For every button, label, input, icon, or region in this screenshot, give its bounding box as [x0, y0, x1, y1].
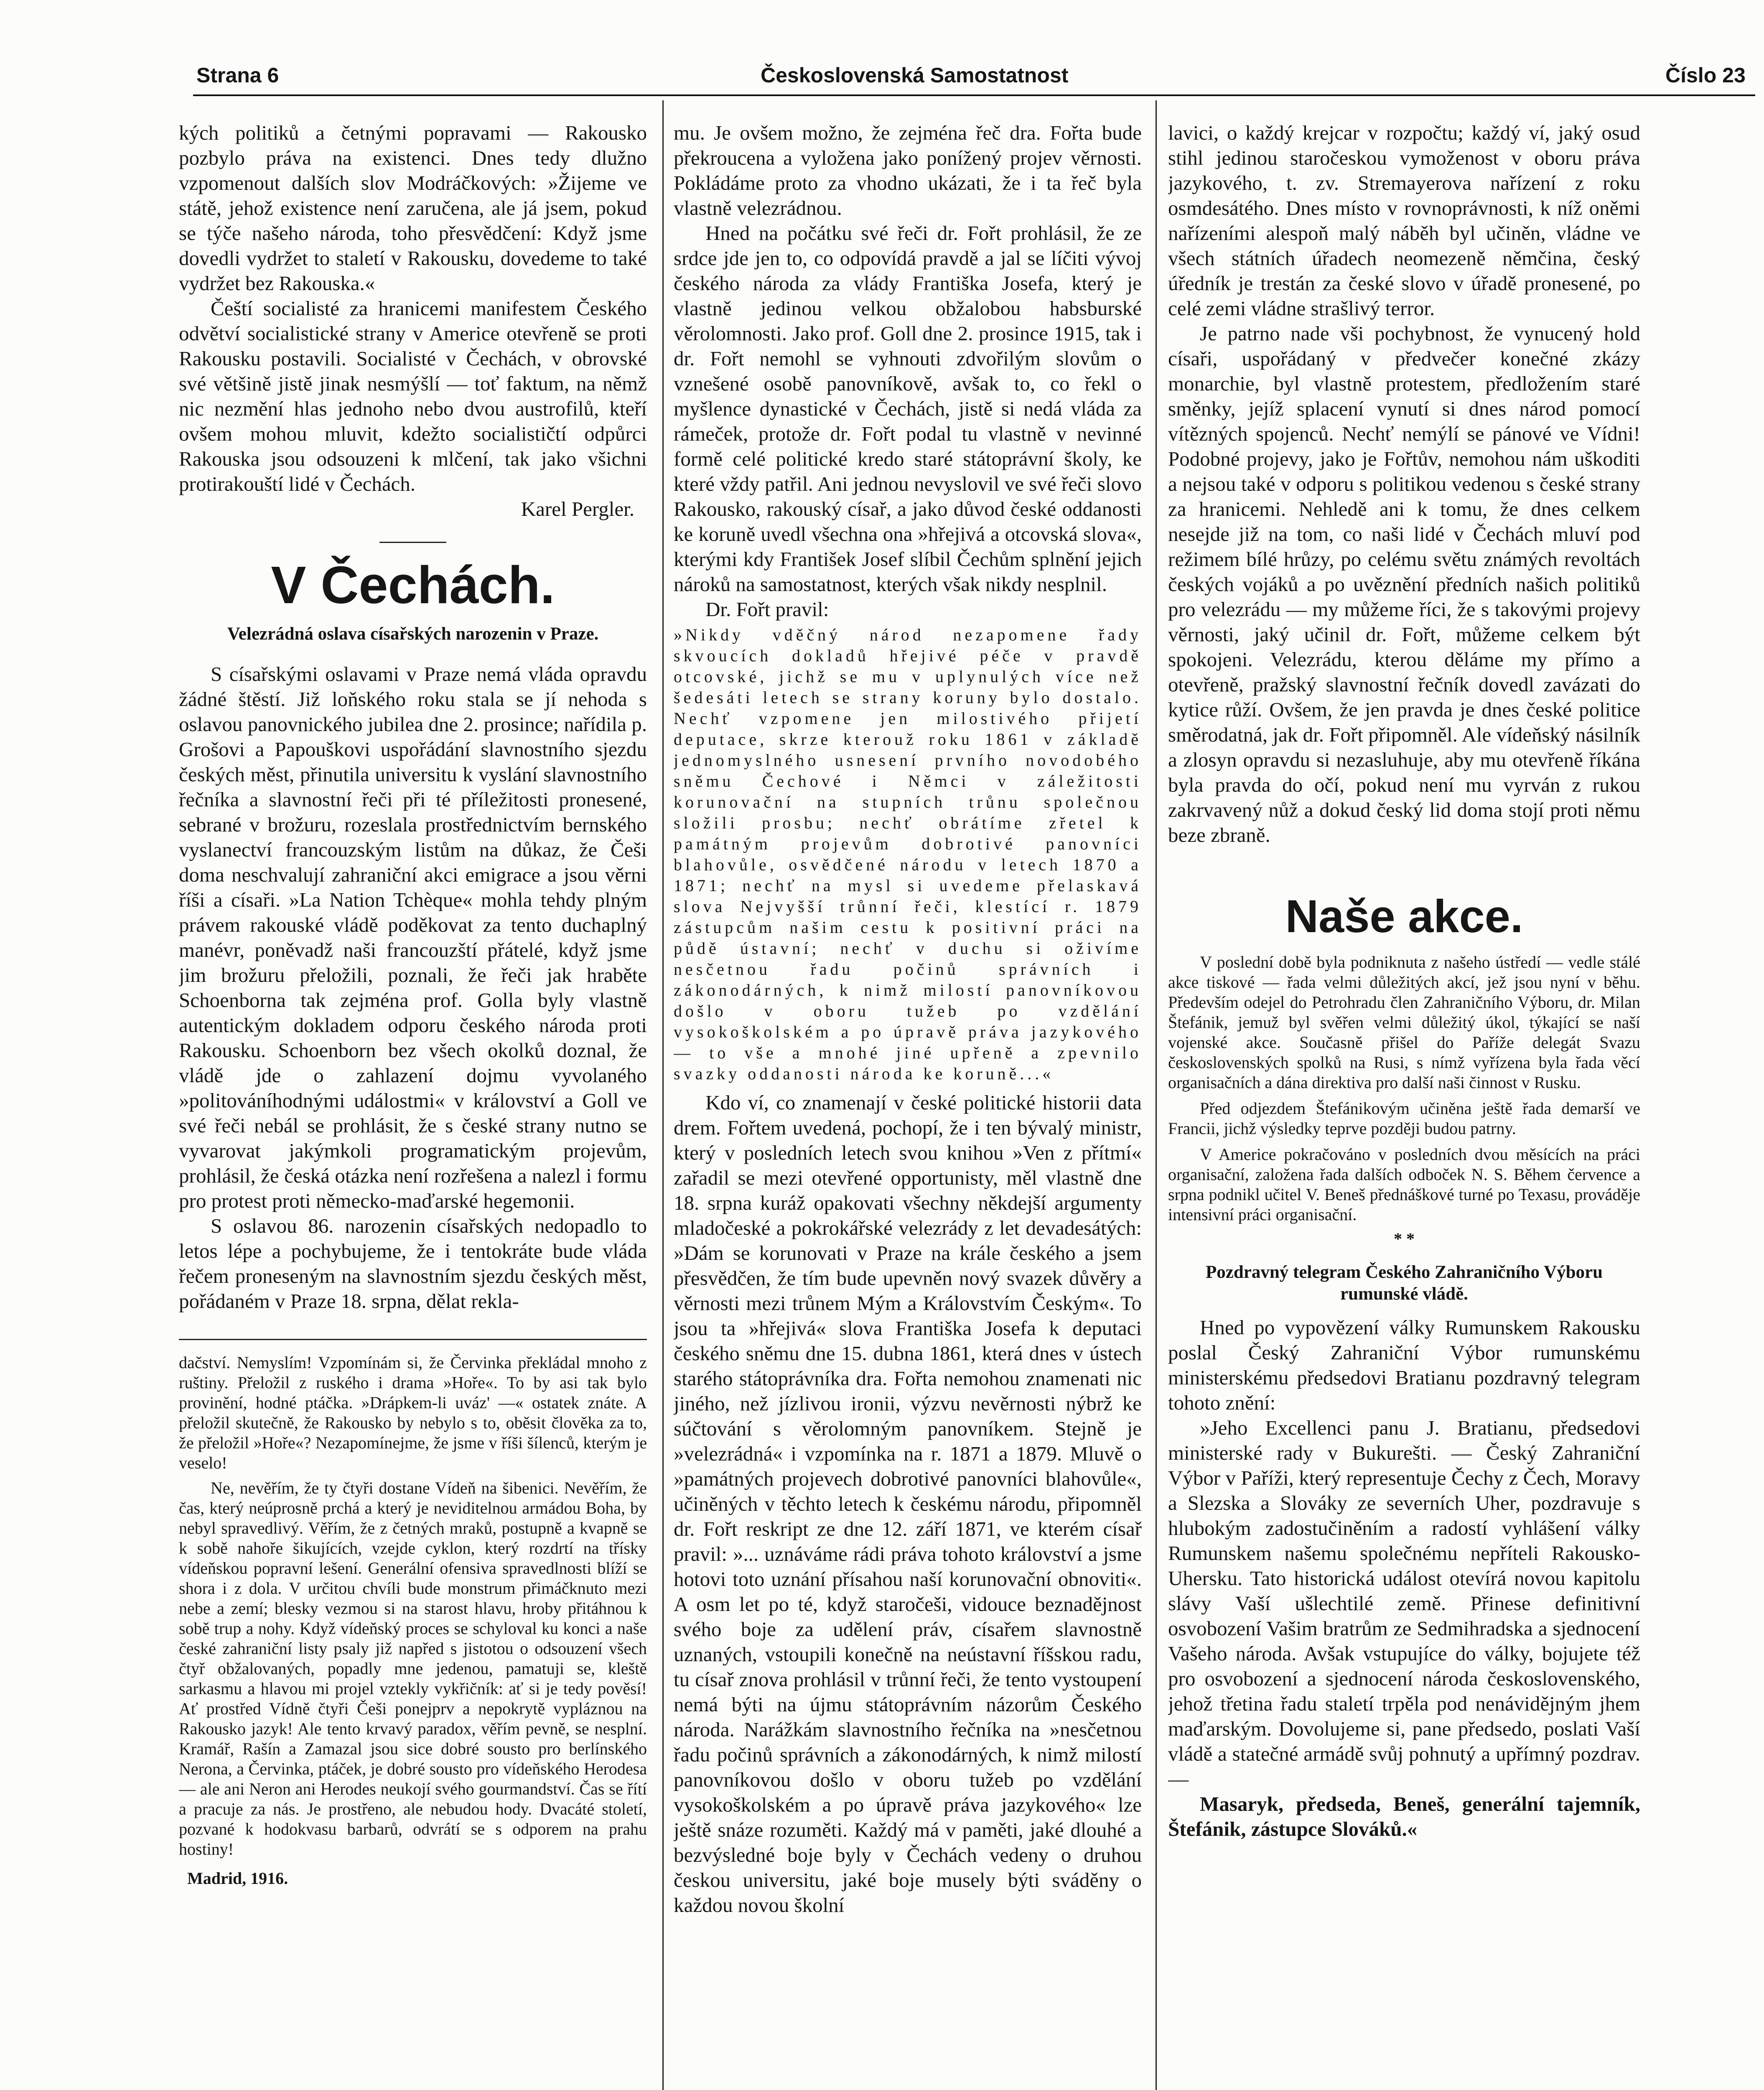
nase-akce-paragraph-2: Před odjezdem Štefánikovým učiněna ještě řada demarší ve Francii, jichž výsledky teprve později budou patrny.: [1168, 1099, 1640, 1138]
pergler-paragraph-1: kých politiků a četnými popravami — Rakousko pozbylo práva na existenci. Dnes tedy dlužno vzpomenout dalších slov Modráčkových: »Žijeme ve státě, jehož existence není zaručena, ale já jsem, pokud se týče našeho národa, toho přesvědčení: Když jsme dovedli vydržet to staletí v Rakousku, dovedeme to také vydržet bez Rakouska.«: [179, 121, 647, 295]
page-number: Strana 6: [196, 64, 279, 87]
v-cechach-paragraph-1: S císařskými oslavami v Praze nemá vláda opravdu žádné štěstí. Již loňského roku stala se jí nehoda s oslavou panovnického jubilea dne 2. prosince; nařídila p. Grošovi a Papouškovi uspořádání slavnostního sjezdu českých měst, přinutila universitu k vyslání slavnostního řečníka a slavnostní řeči při té příležitosti pronesené, sebrané v brožuru, rozeslala prostřednictvím bernského vyslanectví francouzským listům na důkaz, že Češi doma neschvalují zahraniční akci emigrace a jsou věrni říši a císaři. »La Nation Tchèque« mohla tehdy plným právem rakouské vládě poděkovat za tento duchaplný manévr, poněvadž naši francouzští přátelé, když jsme jim brožuru přeložili, poznali, že řeči jak hraběte Schoenborna tak zejména prof. Golla byly vlastně autentickým dokladem odporu českého národa proti Rakousku. Schoenborn bez všech okolků doznal, že vládě jde o zahlazení dojmu vyvolaného »politováníhodnými událostmi« v království a Goll ve své řeči nebál se prohlásit, že s české strany nutno se vyvarovat jakýmkoli programatickým projevům, prohlásil, že česká otázka není rozřešena a nalezl i formu pro protest proti německo-maďarské hegemonii.: [179, 663, 647, 1212]
fort-quote: [674, 624, 1142, 1084]
telegram-intro: Hned po vypovězení války Rumunskem Rakousku poslal Český Zahraniční Výbor rumunskému ministerskému předsedovi Bratianu pozdravný telegram tohoto znění:: [1168, 1316, 1640, 1414]
feuilleton-paragraph-2: Ne, nevěřím, že ty čtyři dostane Vídeň na šibenici. Nevěřím, že čas, který neúprosně prchá a který je neviditelnou armádou Boha, by nebyl spravedlivý. Věřím, že z četných mraků, postupně a kvapně se k sobě nahoře šikujících, vzejde cyklon, který rozdrtí na třísky vídeňskou popravní lešení. Generální ofensiva spravedlnosti blíží se shora i z dola. V určitou chvíli bude monstrum přimáčknuto mezi nebe a zemí; blesky vezmou si na starost hlavu, hroby přitáhnou k sobě trup a nohy. Když vídeňský proces se schyloval ku konci a naše české zahraniční listy psaly již napřed s jistotou o odsouzení všech čtyř obžalovaných, popadly mne jedenou, pamatuji se, kleště sarkasmu a hlavou mi projel vztekly vykřičník: ať si je tedy pověsí! Ať prostřed Vídně čtyři Češi ponejprv a nepokrytě vypláznou na Rakousko jazyk! Ale tento krvavý paradox, věřím pevně, se nesplní. Kramář, Rašín a Zamazal jsou sice dobré sousto pro berlínského Nerona, a Červinka, ptáček, je dobré sousto pro vídeňského Herodesa — ale ani Neron ani Herodes neukojí svého gourmandství. Čas se řítí a pracuje za nás. Je prostřeno, ale nebudou hody. Dvacáté století, pozvané k hodokvasu barbarů, odvrátí se s odporem na prahu hostiny!: [179, 1478, 647, 1858]
telegram-heading: Pozdravný telegram Českého Zahraničního Výboru rumunské vládě.: [1206, 1262, 1603, 1304]
fort-paragraph-1: mu. Je ovšem možno, že zejména řeč dra. Fořta bude překroucena a vyložena jako ponížený projev věrnosti. Pokládáme proto za vhodno ukázati, že i ta řeč byla vlastně velezrádnou.: [674, 121, 1142, 219]
newspaper-title: Československá Samostatnost: [761, 64, 1069, 87]
fort-paragraph-4: Kdo ví, co znamenají v české politické historii data drem. Fořtem uvedená, pochopí, že i ten bývalý ministr, který v posledních letech svou knihou »Ven z přítmí« zařadil se mezi otevřené opportunisty, měl vlastně dne 18. srpna kuráž opakovati všechny někdejší argumenty mladočeské a pokrokářské velezrády z let devadesátých: »Dám se korunovati v Praze na krále českého a jsem přesvědčen, že tím bude upevněn nový svazek důvěry a věrnosti mezi trůnem Mým a Královstvím Českým«. To jsou ta »hřejivá« slova Františka Josefa k deputaci českého sněmu dne 15. dubna 1861, která dnes v ústech starého státoprávníka dra. Fořta nemohou znamenati nic jiného, než jízlivou ironii, výzvu nevěrnosti nýbrž ke súčtování s věrolomným panovníkem. Stejně je »velezrádná« i vzpomínka na r. 1871 a 1879. Mluvě o »památných projevech dobrotivé panovníci blahovůle«, učiněných v těchto letech k českému národu, připomněl dr. Fořt reskript ze dne 12. září 1871, ve kterém císař pravil: »... uznáváme rádi práva tohoto království a jsme hotovi toto uznání přísahou naší korunovační obnoviti«. A osm let po té, když staročeši, vidouce beznadějnost svého boje za udělení práv, císařem slavnostně uznaných, vstoupili konečně na neústavní říšskou radu, tu císař znova prohlásil v trůnní řeči, že tento vystoupení nemá býti na újmu státoprávním názorům Českého národa. Narážkám slavnostního řečníka na »nesčetnou řadu počinů správních a zákonodárných, k nimž milostí panovníkovou došlo v oboru tužeb po vzdělání vysokoškolském a po úpravě práva jazykového« lze ještě snáze rozuměti. Každý má v paměti, jaké dlouhé a bezvýsledné boje byly v Čechách vedeny o druhou českou universitu, jaké boje musely býti sváděny o každou novou školní: [674, 1091, 1142, 1917]
column-1: [179, 120, 647, 2090]
feuilleton-paragraph-1: dačství. Nemyslím! Vzpomínám si, že Červinka překládal mnoho z ruštiny. Přeložil z ruského i drama »Hoře«. To by asi tak bylo provinění, hodné ptáčka. »Drápkem-li uváz' —« ostatek znáte. A přeložil skutečně, že Rakousko by nebylo s to, oběsit člověka za to, že přeložil »Hoře«? Nezapomínejme, že jsme v říši šílenců, kterým je veselo!: [179, 1353, 647, 1472]
column-2: [674, 120, 1142, 2090]
v-cechach-paragraph-2: S oslavou 86. narozenin císařských nedopadlo to letos lépe a pochybujeme, že i tentokráte bude vláda řečem proneseným na slavnostním sjezdu českých měst, pořádaném v Praze 18. srpna, dělat rekla-: [179, 1214, 647, 1313]
fort-paragraph-3: Dr. Fořt pravil:: [705, 598, 829, 621]
section-stars: * *: [1394, 1229, 1415, 1248]
terror-paragraph-2: Je patrno nade vši pochybnost, že vynucený hold císaři, uspořádaný v předvečer konečné zkázy monarchie, byl vlastně protestem, předložením staré směnky, jejíž splacení vynutí si dnes národ pomocí vítězných spojenců. Nechť nemýlí se pánové ve Vídni! Podobné projevy, jako je Fořtův, nemohou nám uškoditi a nejsou také v odporu s politikou vedenou s české strany za hranicemi. Nehledě ani k tomu, že dnes celkem nesejde již na tom, co naši lidé v Čechách mluví pod režimem bílé hrůzy, po celému světu známých revoltách českých vojáků a po uvěznění předních našich politiků pro velezrádu — my můžeme říci, že s takovými projevy věrnosti, jaký učinil dr. Fořt, můžeme celkem být spokojeni. Velezrádu, kterou děláme my přímo a otevřeně, pražský slavnostní řečník dovedl zavázati do kytice růží. Ovšem, že jen pravda je dnes české politice směrodatná, jak dr. Fořt připomněl. Ale vídeňský násilník a zlosyn opravdu si nezasluhuje, aby mu otevřeně říkána byla pravda do očí, pokud není mu vyrván z rukou zakrvavený nůž a dokud český lid doma stojí proti němu beze zbraně.: [1168, 322, 1640, 846]
feuilleton-signature: Madrid, 1916.: [187, 1869, 288, 1888]
pergler-signature: Karel Pergler.: [521, 497, 634, 520]
nase-akce-paragraph-3: V Americe pokračováno v posledních dvou měsících na práci organisační, založena řada dalších odboček N. S. Během července a srpna podnikl učitel V. Beneš přednáškové turné po Texasu, prováděje intensivní práci organisační.: [1168, 1145, 1640, 1224]
column-rule-left: [662, 100, 664, 2090]
feuilleton: [179, 1353, 647, 1889]
telegram-text: »Jeho Excellenci panu J. Bratianu, předsedovi ministerské rady v Bukurešti. — Český Zahraniční Výbor v Paříži, který representuje Čechy z Čech, Moravy a Slezska a Slováky ze severních Uher, pozdravuje s hlubokým zadostučiněním a radostí vyhlášení války Rumunskem našemu společnému nepříteli Rakousko-Uhersku. Tato historická událost otevírá novou kapitolu slávy Vaší ušlechtilé země. Přinese definitivní osvobození Vašim bratrům ze Sedmihradska a sjednocení Vašeho národa. Avšak vstupujíce do války, bojujete též pro osvobození a sjednocení národa československého, jehož třetina řadu staletí trpěla pod nenávidějným jhem maďarským. Dovolujeme si, pane předsedo, poslati Vaší vládě a statečné armádě svůj pohnutý a upřímný pozdrav. —: [1168, 1416, 1640, 1790]
column-rule-right: [1156, 100, 1157, 2090]
feuilleton-rule: [179, 1339, 647, 1340]
nase-akce-paragraph-1: V poslední době byla podniknuta z našeho ústředí — vedle stálé akce tiskové — řada velmi důležitých akcí, jež jsou nyní v běhu. Především odejel do Petrohradu člen Zahraničního Výboru, dr. Milan Štefánik, jemuž byl svěřen velmi důležitý úkol, týkající se naší vojenské akce. Současně přišel do Paříže delegát Svazu československých spolků na Rusi, s nímž vyřízena byla řada věcí organisačních a dána direktiva pro další naši činnost v Rusku.: [1168, 953, 1640, 1092]
telegram-signatures: Masaryk, předseda, Beneš, generální tajemník, Štefánik, zástupce Slováků.«: [1168, 1792, 1640, 1840]
pergler-paragraph-2: Čeští socialisté za hranicemi manifestem Českého odvětví socialistické strany v Americe otevřeně se proti Rakousku postavili. Socialisté v Čechách, v obrovské své většině jistě jinak nesmýšlí — toť faktum, na němž nic nezmění hlas jednoho nebo dvou austrofilů, kteří ovšem mohou mluvit, kdežto socialističtí odpůrci Rakouska jsou odsouzeni k mlčení, tak jako všichni protirakouští lidé v Čechách.: [179, 297, 647, 495]
column-3: [1168, 120, 1640, 2090]
section-divider: [379, 542, 446, 543]
fort-paragraph-2: Hned na počátku své řeči dr. Fořt prohlásil, že ze srdce jde jen to, co odpovídá pravdě a jal se líčiti vývoj českého národa za vlády Františka Josefa, který je vlastně jedinou velkou obžalobou habsburské věrolomnosti. Jako prof. Goll dne 2. prosince 1915, tak i dr. Fořt nemohl se vyhnouti zdvořilým slovům o vznešené osobě panovníkově, avšak to, co řekl o myšlence dynastické v Čechách, jistě si nedá vláda za rámeček, protože dr. Fořt podal tu vlastně v nevinné formě celé politické kredo staré státoprávní školy, ke které vždy patřil. Ani jednou nevyslovil ve své řeči slovo Rakousko, rakouský císař, a jako důvod české oddanosti ke koruně uvedl všechna ona »hřejivá a otcovská slova«, kterými kdy František Josef slíbil Čechům splnění jejich nároků na samostatnost, kterých však nikdy nesplnil.: [674, 222, 1142, 596]
nase-akce-body: [1168, 952, 1640, 1225]
v-cechach-subheading: Velezrádná oslava císařských narozenin v Praze.: [227, 624, 599, 644]
terror-paragraph-1: lavici, o každý krejcar v rozpočtu; každý ví, jaký osud stihl jedinou staročeskou vymoženost v oboru práva jazykového, t. zv. Stremayerova nařízení z roku osmdesátého. Dnes místo v rovnoprávnosti, k níž oněmi nařízeními alespoň malý náběh byl učiněn, vládne ve všech státních úřadech neomezeně němčina, český úředník je trestán za české slovo v úřadě pronesené, po celé zemi vládne strašlivý terror.: [1168, 121, 1640, 320]
header-rule: [193, 94, 1755, 96]
fort-quote-text: »Nikdy vděčný národ nezapomene řady skvoucích dokladů hřejivé péče v pravdě otcovské, jichž se mu v uplynulých více než šedesáti letech se strany koruny bylo dostalo. Nechť vzpomene jen milostivého přijetí deputace, skrze kterouž roku 1861 v základě jednomyslného usnesení prvního novodobého sněmu Čechové i Němci v záležitosti korunovační na stupních trůnu společnou složili prosbu; nechť obrátíme zřetel k památným projevům dobrotivé panovníci blahovůle, osvědčené národu v letech 1870 a 1871; nechť na mysl si uvedeme přelaskavá slova Nejvyšší trůnní řeči, klestící r. 1879 zástupcům našim cestu k positivní práci na půdě ústavní; nechť v duchu si oživíme nesčetnou řadu počinů správních i zákonodárných, k nimž milostí panovníkovou došlo v oboru tužeb po vzdělání vysokoškolském a po úpravě práva jazykového — to vše a mnohé jiné upřeně a zpevnilo svazky oddanosti národa ke koruně...«: [674, 625, 1142, 1083]
issue-number: Číslo 23: [1665, 64, 1746, 87]
v-cechach-heading: V Čechách.: [271, 556, 555, 614]
nase-akce-heading: Naše akce.: [1285, 891, 1523, 942]
